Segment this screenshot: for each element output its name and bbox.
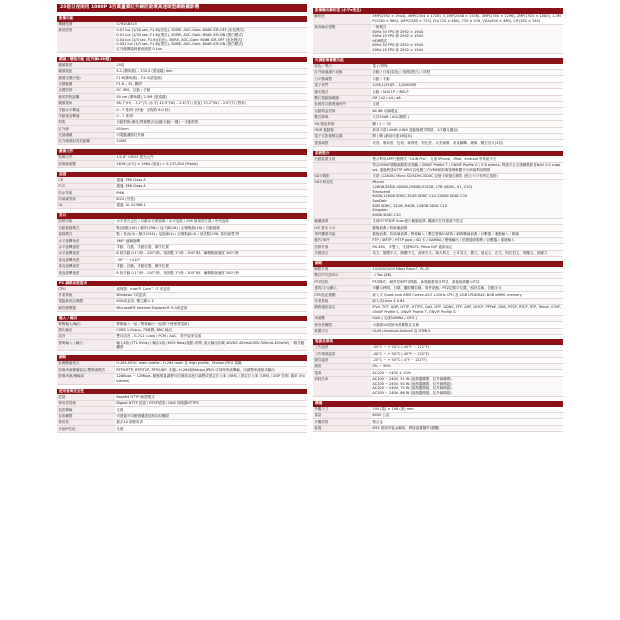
spec-value: Microsoft® Internet Explorer® 9.0或更高 [115, 305, 307, 311]
spec-row [57, 270, 307, 276]
spec-value: 處理器：Intel® Core™ i7 或更高 [115, 286, 307, 292]
spec-label: 工作溫度 [313, 345, 371, 351]
section-header: 可調影像參數功能 [313, 58, 563, 64]
spec-label: 數位降噪 [313, 114, 371, 120]
spec-value: 支援 [115, 426, 307, 432]
spec-value: 支援 [115, 407, 307, 413]
spec-value: 一般模式 60Hz 30 FPS @ 2592 × 1944 50Hz 25 FPS @ 2592 × 1944 HDR模式 60Hz 30 FPS @ 2592 × 1944 50Hz 25 FPS @ 2592 × 1944 [371, 24, 563, 53]
spec-label: 使用者 [57, 419, 115, 425]
spec-value: 8GB或更高, 獨立顯示卡 [115, 298, 307, 304]
spec-label: 存取權限 [57, 413, 115, 419]
spec-label: HDR 寬動態 [313, 127, 371, 133]
spec-label: 動作/事件 [313, 237, 371, 243]
spec-value: -40°C ~ + 50°C (-40°F ~ 122°F) [371, 351, 563, 357]
spec-label: 白平衡調整 [313, 76, 371, 82]
spec-label: FCC [57, 183, 115, 189]
spec-label: 光圈範圍 [57, 81, 115, 87]
spec-label: 工作環境溫度 [313, 351, 371, 357]
spec-row [57, 161, 307, 167]
spec-value: 850nm [115, 126, 307, 132]
spec-label: 作業系統 [313, 298, 371, 304]
spec-label: 串流數 [313, 316, 371, 322]
spec-value: 開 / 關 (最高可達16倍率) [371, 133, 563, 139]
spec-value: 360° 連續旋轉 [115, 238, 307, 244]
spec-label: 類比輸出 [57, 327, 115, 333]
spec-section [313, 261, 563, 335]
spec-value: 最多10 個使用者 [115, 419, 307, 425]
section-header: 輸入 / 輸出 [57, 316, 307, 322]
spec-value: 通過, UL 62368-1 [115, 203, 307, 209]
spec-value: 可電動濾除紅外線 [115, 132, 307, 138]
spec-value: 符合ONVIF國際網路影音規範 / ONVIF Profile T / ONVIF Profile G / S 6 events, 利達平台支援網路影音NAV 5.0 support, 通過利達HTTP API可以免費三方VMS和影像管理軟體平台串接利用開發 [371, 162, 563, 173]
spec-label: 消耗功率 [313, 376, 371, 396]
spec-value: 0 - 7 度/秒 (快速：全程約 6.0 秒) [115, 107, 307, 113]
spec-label: CPU及記憶體 [313, 292, 371, 298]
spec-label: 防破壞等級 [57, 196, 115, 202]
spec-value: Digest HTTP 認證 / RTSP認證 / DNS 伺服器HTTPS [115, 400, 307, 406]
spec-row [313, 24, 563, 53]
spec-label: 濕度 [313, 363, 371, 369]
spec-value: 自動 / SHUT.P / IRIS.P [371, 89, 563, 95]
spec-label: 警報輸入/輸出 [57, 321, 115, 327]
spec-value: 200M [115, 139, 307, 145]
spec-table [57, 62, 307, 145]
section-header: PC 網路系統需求 [57, 281, 307, 287]
spec-value: 手動、自動、手動位置、順序位置 [115, 263, 307, 269]
spec-label: 影像串流/傳輸率 [57, 373, 115, 384]
spec-table [57, 22, 307, 53]
spec-row [57, 373, 307, 384]
spec-label: 鏡頭光圈(F值) [57, 75, 115, 81]
page-title: 25倍日夜兩用 1080P 3百萬畫素紅外線防破壞高速球型網路攝影機 [57, 4, 307, 12]
spec-label: 影像像素數 [57, 161, 115, 167]
spec-label: UL [57, 203, 115, 209]
spec-label: 作業系統 [57, 292, 115, 298]
spec-row [57, 305, 307, 311]
spec-label: 網頁瀏覽器 [57, 305, 115, 311]
spec-label: 手動水平轉速 [57, 107, 115, 113]
spec-label: 最高輸出張數 [313, 24, 371, 53]
spec-label: 機種型號 [57, 22, 115, 28]
spec-value: 可顯示時間、日期、攝影機名稱、事件狀態、PTZ定點字位置、預設名稱、自動字元 [371, 285, 563, 291]
spec-value: 128Kbps ~ 12Mbps, 動態頻寬調整可依據需求進行調整或固定位元率 (VBR) / 固定位元率 (CBR) / GOP 控制, 碼率 (Fix bitrate) [115, 373, 307, 384]
section-header: 雲台 [57, 213, 307, 219]
spec-label: 電子快門 [313, 82, 371, 88]
spec-row [313, 376, 563, 396]
spec-label [313, 162, 371, 173]
spec-value: 亮度、飽和度、色相、銳利度、對比度、反差補償、垂直翻轉、鏡像、數位放大(4倍) [371, 140, 563, 146]
section-header: 網路 [313, 261, 563, 267]
spec-value: 水平雲台定位 / 自動水平面掃描 / 水平巡航 / 256 個預設位置 / 序列巡航 [115, 219, 307, 225]
spec-value: Ø55 壁面安裝金屬架，牌掛裝置鏈件(選購) [371, 425, 563, 431]
spec-value: 5MP(2592 × 1944), 4MP(2304 × 1728), 3.1MP(2048 × 1536), 3MP(2304 × 1296), 2MP(1920 × 1080), 1.3MP(1280 × 960), 1MP(1280 × 720), D1(720 × 480), 720 × 576, VGA(640 × 480), CIF(352 × 240) [371, 14, 563, 25]
spec-label: 影像壓縮格式 [57, 361, 115, 367]
spec-label: SD卡相容性 [313, 180, 371, 219]
spec-label: 控制介面 [313, 244, 371, 250]
spec-value: FTP / SMTP / HTTP post / SD 卡 / SAMBA / 警報輸出 / 依據通知服務 / 計數器 / 重複輸入 [371, 237, 563, 243]
spec-label: 垂直旋轉速度 [57, 263, 115, 269]
spec-row [313, 425, 563, 431]
spec-label: 鏡頭視角 [57, 100, 115, 106]
spec-label: 電腦最低記憶體 [57, 298, 115, 304]
spec-label: 數位寬動態範圍 [313, 95, 371, 101]
spec-row [313, 140, 563, 146]
spec-label: 軟體平台 [313, 328, 371, 334]
spec-label: 認證 [57, 394, 115, 400]
spec-table [313, 267, 563, 336]
spec-value: 0.07 lux (1/30 sec, F1.6)(彩色), 30IRE, AGC-Gain: 60dB ICR-OFF (彩色模式) 0.01 lux (1/30 sec, F1.6)(黑白), 30IRE, AGC-Gain: 60dB ICR-ON (黑白模式) 0.04 lux (1/3 sec, F1.6)(彩色), 30IRE, AGC-Gain: 60dB ICR-OFF (彩色模式) 0.001 lux (1/3 sec, F1.6)(黑白), 30IRE, AGC-Gain: 60dB ICR-ON (黑白模式) 紅外線開啟時最低照度 0 Lux [115, 27, 307, 52]
spec-value: 可連線10組使用者權限及名稱 [371, 322, 563, 328]
spec-label: 網路通訊協定 [313, 305, 371, 316]
spec-value: 電子/實物 [371, 64, 563, 70]
spec-value: Base64 HTTP 驗證模式 [115, 394, 307, 400]
spec-label: 重量 [313, 412, 371, 418]
spec-label: 低照度自動慢速快門 [313, 101, 371, 107]
spec-label: 數位PTZ及ROI [313, 273, 371, 279]
spec-table [57, 177, 307, 209]
spec-label: 行動裝置支援 [313, 156, 371, 162]
spec-table [313, 64, 563, 147]
spec-value: IK10 (外殼) [115, 196, 307, 202]
spec-value: IP66 [115, 190, 307, 196]
spec-label: 影像元件 [57, 155, 115, 161]
spec-row [313, 305, 563, 316]
spec-row [57, 426, 307, 432]
spec-table [57, 394, 307, 432]
spec-table [313, 407, 563, 433]
spec-value: 關 / 1 ~ 32 [371, 121, 563, 127]
spec-value: 警報輸入一組 / 警報輸出一組(附干擾保護電路) [115, 321, 307, 327]
spec-section [57, 355, 307, 384]
spec-label: 畫質/字元顯示 [313, 285, 371, 291]
section-header: 機構 [313, 401, 563, 407]
spec-row [57, 203, 307, 209]
spec-value: 大於50dB ( AGC關閉 ) [371, 114, 563, 120]
spec-label: 垂直旋轉角度 [57, 257, 115, 263]
spec-label: 鏡頭焦距 [57, 68, 115, 74]
spec-label: CPU [57, 286, 115, 292]
spec-value: 支援HTTP和IP Scan進行範圍遮罩, 範圍可在每通道中設定 [371, 218, 563, 224]
spec-value: 1/30(1/25)秒 – 1/20000秒 [371, 82, 563, 88]
spec-label: 水平旋轉速度 [57, 250, 115, 256]
spec-value: -20°C ~ + 50°C (-4°F ~ 122°F) [371, 357, 563, 363]
spec-table [57, 321, 307, 351]
section-header: 系統整合 [313, 151, 563, 157]
spec-value: 6000 公克 [371, 412, 563, 418]
spec-label: 聲明輸入 / 輸出 [57, 340, 115, 351]
spec-value: 動態偵測、防破壞偵測 / 警報輸入 / 數位警報IO偵測 / 網路斷線偵測 / 計數器 / 運動輸入 / 斷線 [371, 231, 563, 237]
spec-value: 5.1 (廣角端) – 132.5 (望遠端) mm [115, 68, 307, 74]
spec-section [57, 213, 307, 276]
spec-label: 畫面調整 [313, 140, 371, 146]
spec-value: 支援 (128GB) Micro SD/SDHC/SDXC 記憶卡做儲存錄影 (配合卡只有特定規格) [371, 173, 563, 179]
spec-value: IVAS ( 支援SAMBA / CIFS ) [371, 316, 563, 322]
spec-value: -30° ~ +210° [115, 257, 307, 263]
spec-label: 防水等級 [57, 190, 115, 196]
spec-value: 60 dB 可調增益 [371, 108, 563, 114]
spec-sheet [57, 4, 563, 616]
spec-label: 自動增益控制 [313, 108, 371, 114]
spec-label: 光圈控制 [57, 87, 115, 93]
spec-value: RTP/HTTP, RTP/TCP, RTP/UDP, 多播 - H.264和Motion JPEG 可同時串流傳輸，可調整串流格式輸出 [115, 367, 307, 373]
spec-value: 點(掃描)(16) / 順序(256) / 巡弋線(16) / 記憶軌跡(16) / 自動掃描 [115, 225, 307, 231]
spec-label: 光譜濾鏡 [57, 132, 115, 138]
spec-label: 外觀材質 [313, 419, 371, 425]
section-header: 使用者與安全性 [57, 389, 307, 395]
spec-label: 裝置 [313, 425, 371, 431]
spec-table [57, 361, 307, 385]
spec-label: 多國語言 [313, 250, 371, 256]
spec-value: 8 段手動 0.1°/秒 - 120°/秒、預設點 1°/秒 - 300°/秒、編輯路線速度 300°/秒 [115, 250, 307, 256]
spec-value: AC100 ~ 240V ± 10% [371, 370, 563, 376]
spec-label: 曝光模式 [313, 89, 371, 95]
spec-label: 控制功能 [57, 219, 115, 225]
right-column [313, 4, 563, 432]
spec-row [313, 162, 563, 173]
spec-table [57, 155, 307, 168]
spec-table [313, 156, 563, 257]
spec-value: 通過, EMI Class A [115, 183, 307, 189]
spec-label: IVS 基本 1.0 [313, 225, 371, 231]
spec-row [57, 27, 307, 52]
spec-value: DC IRIS，自動 / 手動 [115, 87, 307, 93]
spec-section [57, 389, 307, 433]
spec-label: 水平旋轉速度 [57, 244, 115, 250]
spec-section [313, 339, 563, 397]
spec-label: 電源 [313, 370, 371, 376]
spec-label: 多組IP位址 [57, 426, 115, 432]
spec-value: - / Yes (X8) [371, 273, 563, 279]
spec-value: F1.6(廣角端) – F4.3(望遠端) [115, 75, 307, 81]
spec-section [57, 172, 307, 210]
spec-table [57, 219, 307, 277]
section-header: 攝像元件 [57, 149, 307, 155]
spec-value: 嵌入式Linux 4.9.84 [371, 298, 563, 304]
spec-label: 網路介面 [313, 267, 371, 273]
spec-row [313, 180, 563, 219]
section-header: 網路 [57, 355, 307, 361]
spec-value: 鋁合金 [371, 419, 563, 425]
spec-section [313, 151, 563, 257]
spec-label: 最低照度 [57, 27, 115, 52]
spec-section [57, 281, 307, 312]
spec-value: 56.7°(H) – 3.2°(T) (水平) 42.9°(W) – 2.6°(T) (垂直) 70.2°(W) – 2.6°(T) (對角) [115, 100, 307, 106]
spec-value: 自動 / 日夜(彩色) / 夜間(黑白) / 排程 [371, 70, 563, 76]
spec-label: 對焦 [57, 119, 115, 125]
spec-label: 加密傳輸 [57, 407, 115, 413]
spec-section [313, 8, 563, 54]
spec-section [313, 401, 563, 432]
spec-value: 通過, EMI Class A [115, 177, 307, 183]
spec-value: 2616 (水平) × 1964 (垂直) = 5,137,824 (Pixels) [115, 161, 307, 167]
spec-label: 垂直旋轉速度 [57, 270, 115, 276]
spec-value: S7R5SBX25 [115, 22, 307, 28]
spec-row [313, 250, 563, 256]
spec-value: 支援 [371, 101, 563, 107]
spec-label: 掃描模式 [57, 231, 115, 237]
spec-label: 範圍遮罩 [313, 218, 371, 224]
spec-label: 鏡頭類型 [57, 62, 115, 68]
spec-value: H.265,HEVC main profile - H.264 main 及 high profile、Motion JPEG 規範 [115, 361, 307, 367]
spec-value: LILIN Universal ActiveX 及 HTML5 [371, 328, 563, 334]
spec-value: 8 段手動 0.1°/秒 - 120°/秒、預設點 1°/秒 - 300°/秒、編輯路線速度 300°/秒 [115, 270, 307, 276]
spec-value: 自動 / 手動 [371, 76, 563, 82]
spec-label: 自動掃描模式 [57, 225, 115, 231]
spec-value: 0 - 7 度/秒 [115, 113, 307, 119]
spec-value: 點 / 垂直(4) / 順序(256) / 巡航線(4) / 記憶軌跡(4) / 預設點(256, 我的最愛)等 [115, 231, 307, 237]
spec-value: Off / x2 / x4 / x8 [371, 95, 563, 101]
spec-label: 3D 雜訊抑制 [313, 121, 371, 127]
spec-section [57, 316, 307, 352]
spec-label: 影像串流傳播協定/雙碼流模式 [57, 367, 115, 373]
spec-section [57, 57, 307, 146]
spec-value: 手動、自動、手動位置、順序位置 [115, 244, 307, 250]
spec-label: 外觀尺寸 [313, 407, 371, 413]
spec-label: 紅外線過濾片切換 [313, 70, 371, 76]
spec-value: 自動對焦(優化/閃避模式/追蹤/自動/一鍵) 一手動對焦 [115, 119, 307, 125]
section-header: 影像功能 [57, 16, 307, 22]
section-header: 認證 [57, 172, 307, 178]
spec-label: 最短對焦距離 [57, 94, 115, 100]
spec-value: 25倍 [115, 62, 307, 68]
spec-value: 英文、繁體中文、簡體中文、西班牙文、義大利文、土耳其文、俄文、捷克文、法文、阿拉伯文、荷蘭文、波蘭文 [371, 250, 563, 256]
spec-label: 事件觸發功能 [313, 231, 371, 237]
spec-value: PTZ操作、網頁控制PTZ開啟，新增動畫與自PTZ，滑鼠拖移顯示PTZ [371, 279, 563, 285]
section-header: 鏡頭 / 變焦功能 (紅外線LED燈) [57, 57, 307, 63]
spec-row [313, 14, 563, 25]
section-header: 電源及環境 [313, 339, 563, 345]
spec-section [57, 149, 307, 167]
spec-value: AC100 ~ 240V, 31 W (加熱器關閉、紅外線關閉) AC100 ~ 240V, 50 W (加熱器關閉、紅外線開啟) AC100 ~ 240V, 72 W (加熱器開啟、紅外線開啟) AC100 ~ 240V, 86 W (加熱器開啟、紅外線開啟) [371, 376, 563, 396]
spec-row [313, 328, 563, 334]
spec-value: IPv4, TCP, UDP, HTTP, HTTPS, QoS, NTP, DDNS, FTP, ARP, DHCP, PPPoE, DNS, RTSP, RTCP, RTP, Telnet, ICMP, ONVIF Profile S, ONVIF Profile T, ONVIF Profile G [371, 305, 563, 316]
spec-label: 紅外線 [57, 126, 115, 132]
spec-label: 水平旋轉角度 [57, 238, 115, 244]
spec-value: 1/2.8" CMOS 感光元件 [115, 155, 307, 161]
spec-value: 最高可達140dB (HDR 寬動態模式開啟，2次曝光疊加) [371, 127, 563, 133]
spec-value: 50 cm (廣角端), 1.5M (望遠端) [115, 94, 307, 100]
spec-value: -40°C ~ + 50°C (-40°F ~ 122°F) [371, 345, 563, 351]
spec-label: 語音 [57, 334, 115, 340]
spec-table [57, 286, 307, 312]
spec-value: Windows 7或更高 [115, 292, 307, 298]
spec-value: Micron 128GB,64GB,128GB,256GB,512GB, 1TB (SDXC, U1, C10) Transcend 64GB,128GB SDHC,32GB SDHC C10,128GB SDXC C10 SanDisk 8GB SDHC, 32GB, 64GB, 128GB SDXC C10 Kingston 64GB SDXC C10 [371, 180, 563, 219]
spec-label: 使用者權限 [313, 322, 371, 328]
spec-label: 彩色／黑白 [313, 64, 371, 70]
spec-label: CE [57, 177, 115, 183]
spec-value: 可透過不同帳號層級控制存取權限 [115, 413, 307, 419]
spec-value: F1.6 – 32, 關閉 [115, 81, 307, 87]
left-column [57, 4, 307, 433]
spec-value: 整合利用APP行動模式 "LILIN Pro"。支援 iPhone、iPad、Android 等系統平台 [371, 156, 563, 162]
spec-value: 嵌入式 Quad-core ARM Cortex-A53 1.0GHz CPU 及 2GB LPDDR4X, 8GB eMMC memory [371, 292, 563, 298]
spec-table [313, 345, 563, 397]
spec-value: 195 (寬) × 198 (深) mm [371, 407, 563, 413]
section-header: 影像輸出解析度 (水平x垂直) [313, 8, 563, 14]
spec-value: CVBS 1.0Vp-p, 75歐姆, BNC 輸出 [115, 327, 307, 333]
spec-value: 雙向語音 - G.711 u-law / PCM / AAC，需外接麥克風 [115, 334, 307, 340]
spec-value: 10/100/1000 Mbps Base-T, RJ-45 [371, 267, 563, 273]
spec-label: 電子式影像穩定器 [313, 133, 371, 139]
spec-value: 輸入4組 (TTL 5Vdc) / 輸出2組 (MOS Relay接點-常開, 最大輸出負載 40VDC,450mA/30V-300mA,450mW) 一路手動觸發 [115, 340, 307, 351]
spec-label: 使用者管理 [57, 400, 115, 406]
spec-label: 紅外線照射有效距離 [57, 139, 115, 145]
spec-row [57, 340, 307, 351]
spec-value: RS-485，半雙工，支援MLP2, Pelco D/P 通訊協定 [371, 244, 563, 250]
spec-value: 動態偵測 / 防破壞偵測 [371, 225, 563, 231]
spec-label: 手動垂直轉速 [57, 113, 115, 119]
spec-row [57, 367, 307, 373]
spec-section [313, 58, 563, 147]
spec-label: 解析度 [313, 14, 371, 25]
spec-section [57, 16, 307, 53]
spec-label: SD卡錄影 [313, 173, 371, 179]
spec-label: 儲存溫度 [313, 357, 371, 363]
spec-value: 0% ~ 90% [371, 363, 563, 369]
spec-table [313, 14, 563, 54]
spec-row [57, 139, 307, 145]
spec-label: PTZ控制 [313, 279, 371, 285]
